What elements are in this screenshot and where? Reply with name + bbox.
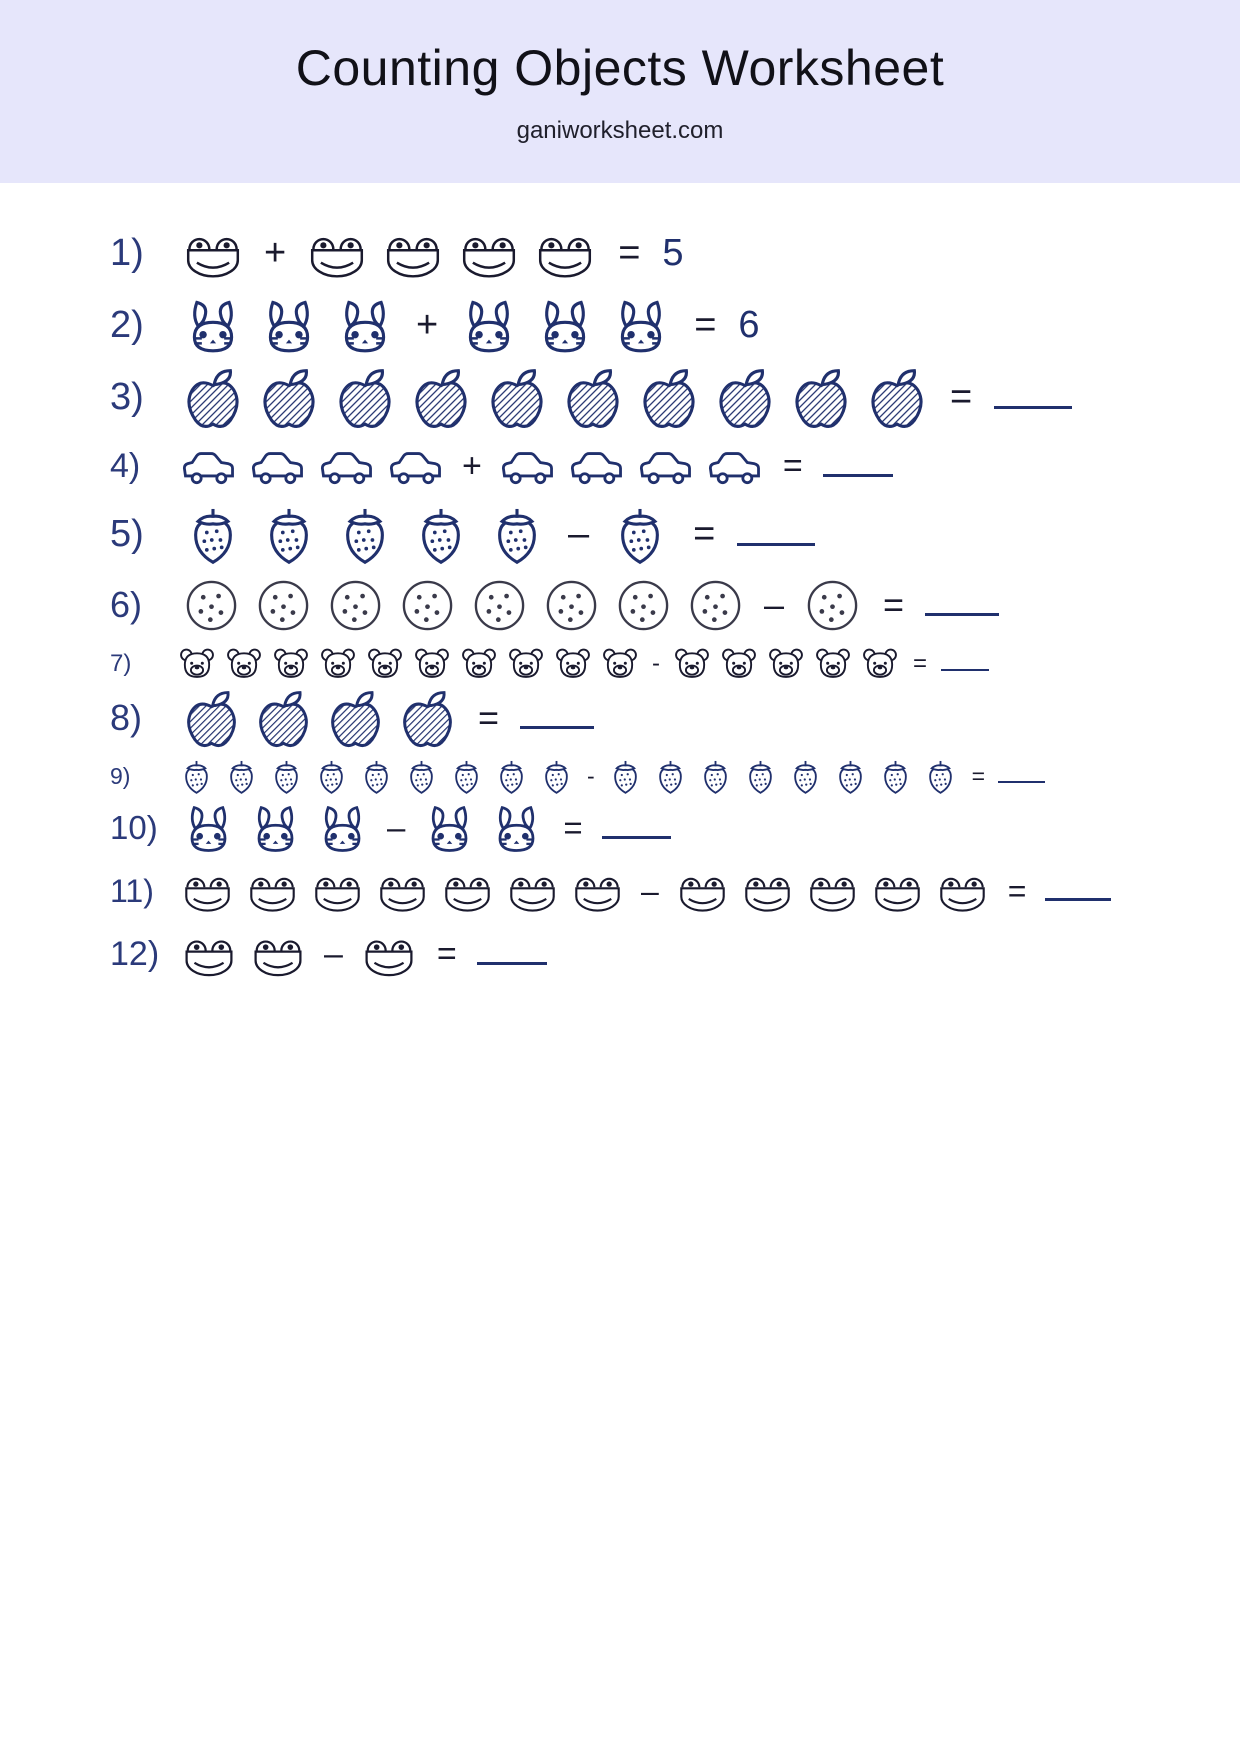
apple-icon — [182, 689, 241, 748]
cookie-icon — [542, 576, 601, 635]
equals-symbol: = — [694, 304, 717, 346]
answer-blank[interactable] — [998, 769, 1045, 783]
strawberry-icon — [268, 758, 305, 795]
equals-symbol: = — [478, 697, 500, 738]
equals-symbol: = — [913, 649, 928, 677]
frog-face-icon — [741, 865, 794, 918]
frog-face-icon — [181, 865, 234, 918]
equals-symbol: = — [436, 935, 457, 973]
problem-expression — [182, 689, 594, 748]
frog-face-icon — [250, 927, 306, 983]
equals-symbol: = — [883, 584, 905, 625]
apple-icon — [182, 367, 244, 429]
strawberry-icon — [922, 758, 959, 795]
frog-face-icon — [458, 223, 520, 285]
answer-value: 6 — [738, 304, 761, 346]
equals-symbol: = — [971, 762, 986, 789]
strawberry-icon — [182, 504, 244, 566]
strawberry-icon — [493, 758, 530, 795]
problem-expression — [181, 801, 671, 856]
car-icon — [181, 439, 237, 495]
problem-row — [0, 801, 1240, 856]
problem-number: 8) — [110, 697, 143, 738]
problem-expression — [181, 927, 547, 983]
apple-icon — [486, 367, 548, 429]
strawberry-icon — [403, 758, 440, 795]
apple-icon — [254, 689, 313, 748]
operator-symbol: – — [324, 935, 343, 973]
rabbit-face-icon — [315, 801, 370, 856]
apple-icon — [562, 367, 624, 429]
cookie-icon — [182, 576, 241, 635]
operator-symbol: + — [264, 232, 287, 274]
bear-face-icon — [178, 645, 216, 683]
answer-blank[interactable] — [925, 594, 999, 616]
problem-number: 10) — [110, 809, 158, 846]
operator-symbol: – — [641, 872, 659, 909]
problem-expression — [182, 367, 1072, 429]
problem-number: 4) — [110, 447, 141, 485]
problem-row — [0, 865, 1240, 918]
bear-face-icon — [767, 645, 805, 683]
worksheet-header — [0, 0, 1240, 183]
problem-number: 9) — [110, 762, 131, 789]
strawberry-icon — [832, 758, 869, 795]
operator-symbol: - — [587, 762, 595, 789]
problem-expression — [182, 576, 999, 635]
strawberry-icon — [609, 504, 671, 566]
problem-expression — [182, 295, 761, 357]
operator-symbol: + — [462, 447, 482, 485]
answer-blank[interactable] — [520, 707, 594, 729]
equals-symbol: = — [618, 232, 641, 274]
apple-icon — [334, 367, 396, 429]
problem-row — [0, 689, 1240, 748]
strawberry-icon — [697, 758, 734, 795]
frog-face-icon — [361, 927, 417, 983]
operator-symbol: - — [652, 649, 660, 677]
strawberry-icon — [652, 758, 689, 795]
answer-blank[interactable] — [477, 944, 547, 965]
problem-number: 2) — [110, 304, 144, 346]
apple-icon — [790, 367, 852, 429]
problem-row — [0, 439, 1240, 495]
frog-face-icon — [441, 865, 494, 918]
rabbit-face-icon — [458, 295, 520, 357]
operator-symbol: – — [568, 513, 590, 555]
cookie-icon — [398, 576, 457, 635]
rabbit-face-icon — [248, 801, 303, 856]
answer-blank[interactable] — [994, 386, 1072, 409]
equals-symbol: = — [693, 513, 716, 555]
cookie-icon — [470, 576, 529, 635]
bear-face-icon — [366, 645, 404, 683]
cookie-icon — [254, 576, 313, 635]
problem-number: 5) — [110, 513, 144, 555]
bear-face-icon — [554, 645, 592, 683]
problem-row — [0, 758, 1240, 795]
problem-row — [0, 223, 1240, 285]
problem-row — [0, 645, 1240, 683]
apple-icon — [410, 367, 472, 429]
bear-face-icon — [673, 645, 711, 683]
car-icon — [569, 439, 625, 495]
frog-face-icon — [382, 223, 444, 285]
frog-face-icon — [246, 865, 299, 918]
rabbit-face-icon — [534, 295, 596, 357]
cookie-icon — [326, 576, 385, 635]
frog-face-icon — [306, 223, 368, 285]
operator-symbol: – — [387, 809, 406, 846]
strawberry-icon — [258, 504, 320, 566]
bear-face-icon — [814, 645, 852, 683]
frog-face-icon — [181, 927, 237, 983]
car-icon — [707, 439, 763, 495]
answer-blank[interactable] — [1045, 881, 1111, 901]
strawberry-icon — [334, 504, 396, 566]
problem-number: 7) — [110, 649, 132, 677]
rabbit-face-icon — [422, 801, 477, 856]
cookie-icon — [803, 576, 862, 635]
bear-face-icon — [319, 645, 357, 683]
problem-expression — [182, 504, 815, 566]
rabbit-face-icon — [334, 295, 396, 357]
frog-face-icon — [311, 865, 364, 918]
problem-row — [0, 504, 1240, 566]
rabbit-face-icon — [258, 295, 320, 357]
problem-number: 11) — [110, 872, 154, 909]
equals-symbol: = — [782, 447, 803, 485]
bear-face-icon — [861, 645, 899, 683]
equals-symbol: = — [1007, 872, 1027, 909]
bear-face-icon — [507, 645, 545, 683]
car-icon — [319, 439, 375, 495]
apple-icon — [258, 367, 320, 429]
frog-face-icon — [534, 223, 596, 285]
problem-row — [0, 295, 1240, 357]
apple-icon — [714, 367, 776, 429]
bear-face-icon — [460, 645, 498, 683]
strawberry-icon — [538, 758, 575, 795]
car-icon — [500, 439, 556, 495]
frog-face-icon — [376, 865, 429, 918]
frog-face-icon — [182, 223, 244, 285]
bear-face-icon — [720, 645, 758, 683]
cookie-icon — [686, 576, 745, 635]
strawberry-icon — [313, 758, 350, 795]
apple-icon — [326, 689, 385, 748]
frog-face-icon — [871, 865, 924, 918]
problem-expression — [182, 223, 685, 285]
frog-face-icon — [506, 865, 559, 918]
strawberry-icon — [358, 758, 395, 795]
rabbit-face-icon — [489, 801, 544, 856]
operator-symbol: – — [764, 584, 785, 625]
operator-symbol: + — [416, 304, 439, 346]
strawberry-icon — [877, 758, 914, 795]
equals-symbol: = — [950, 376, 973, 418]
frog-face-icon — [806, 865, 859, 918]
problem-expression — [178, 758, 1045, 795]
answer-blank[interactable] — [602, 818, 671, 839]
strawberry-icon — [178, 758, 215, 795]
strawberry-icon — [607, 758, 644, 795]
problem-expression — [181, 439, 893, 495]
problem-expression — [181, 865, 1111, 918]
rabbit-face-icon — [181, 801, 236, 856]
car-icon — [638, 439, 694, 495]
equals-symbol: = — [563, 809, 583, 846]
site-credit: ganiworksheet.com — [516, 116, 724, 144]
apple-icon — [638, 367, 700, 429]
strawberry-icon — [742, 758, 779, 795]
rabbit-face-icon — [182, 295, 244, 357]
problem-list — [0, 183, 1240, 983]
strawberry-icon — [223, 758, 260, 795]
problem-row — [0, 576, 1240, 635]
bear-face-icon — [272, 645, 310, 683]
answer-blank[interactable] — [823, 456, 893, 477]
strawberry-icon — [787, 758, 824, 795]
problem-expression — [178, 645, 989, 683]
problem-number: 3) — [110, 376, 144, 418]
frog-face-icon — [571, 865, 624, 918]
problem-number: 6) — [110, 584, 143, 625]
apple-icon — [866, 367, 928, 429]
cookie-icon — [614, 576, 673, 635]
frog-face-icon — [936, 865, 989, 918]
strawberry-icon — [448, 758, 485, 795]
problem-number: 12) — [110, 935, 160, 973]
page-title: Counting Objects Worksheet — [295, 40, 945, 96]
frog-face-icon — [676, 865, 729, 918]
answer-value: 5 — [662, 232, 685, 274]
answer-blank[interactable] — [737, 523, 815, 546]
bear-face-icon — [601, 645, 639, 683]
strawberry-icon — [486, 504, 548, 566]
apple-icon — [398, 689, 457, 748]
problem-row — [0, 927, 1240, 983]
strawberry-icon — [410, 504, 472, 566]
problem-number: 1) — [110, 232, 144, 274]
answer-blank[interactable] — [941, 657, 989, 671]
car-icon — [388, 439, 444, 495]
bear-face-icon — [225, 645, 263, 683]
bear-face-icon — [413, 645, 451, 683]
rabbit-face-icon — [610, 295, 672, 357]
problem-row — [0, 367, 1240, 429]
car-icon — [250, 439, 306, 495]
